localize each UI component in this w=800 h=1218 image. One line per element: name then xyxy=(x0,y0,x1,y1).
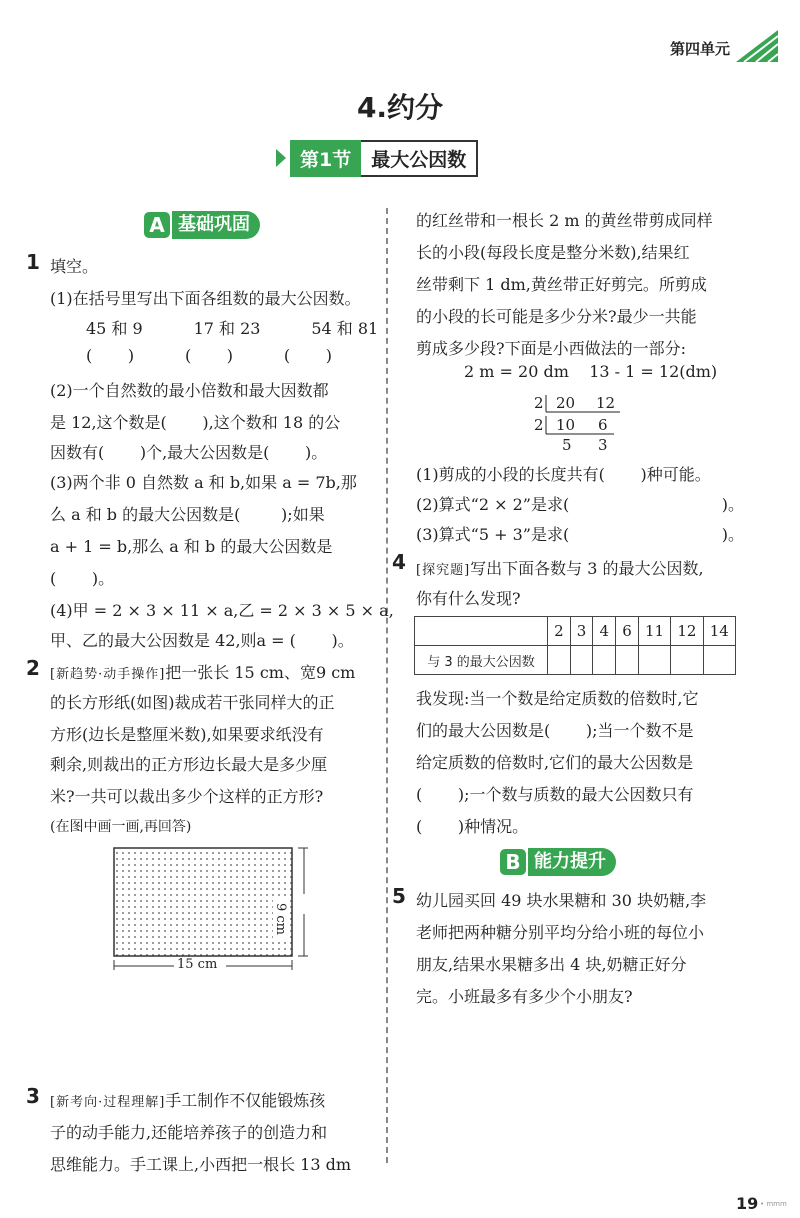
q4-find-line: 们的最大公因数是( );当一个数不是 xyxy=(416,721,694,740)
q3-line: 手工制作不仅能锻炼孩 xyxy=(165,1091,326,1110)
table-row xyxy=(415,646,736,675)
tag-advanced xyxy=(500,848,616,876)
tag-a-text: 基础巩固 xyxy=(172,211,260,239)
q2-line: (在图中画一画,再回答) xyxy=(50,819,192,835)
answer-cell[interactable] xyxy=(616,646,639,675)
q5-line: 幼儿园买回 49 块水果糖和 30 块奶糖,李 xyxy=(416,891,707,910)
q1-line: 甲、乙的最大公因数是 42,则a = ( )。 xyxy=(50,631,354,650)
section-number: 第1节 xyxy=(290,140,361,177)
q3-formula: 2 m = 20 dm 13 - 1 = 12(dm) xyxy=(464,362,718,381)
tag-basic xyxy=(144,211,260,239)
q2-first-line xyxy=(50,660,355,683)
q3-line: 丝带剩下 1 dm,黄丝带正好剪完。所剪成 xyxy=(416,275,707,294)
q3-line: 剪成多少段?下面是小西做法的一部分: xyxy=(416,339,686,358)
division-quotient: 5 xyxy=(562,436,572,454)
q5-line: 完。小班最多有多少个小朋友? xyxy=(416,987,633,1006)
table-header-cell: 11 xyxy=(638,617,670,646)
q4-tag: [探究题] xyxy=(416,563,471,578)
q3-line: 子的动手能力,还能培养孩子的创造力和 xyxy=(50,1123,328,1142)
q1-line: ( )。 xyxy=(50,569,115,588)
q3-sub: (3)算式“5 + 3”是求( )。 xyxy=(416,525,745,544)
q4-line: 写出下面各数与 3 的最大公因数, xyxy=(470,559,704,578)
chapter-title: 4.约分 xyxy=(356,91,444,124)
table-header-cell: 14 xyxy=(703,617,735,646)
q3-line: 思维能力。手工课上,小西把一根长 13 dm xyxy=(50,1155,352,1174)
tag-b-text: 能力提升 xyxy=(528,848,616,876)
q4-find-line: ( )种情况。 xyxy=(416,817,529,836)
tag-b-letter: B xyxy=(500,849,526,875)
answer-cell[interactable] xyxy=(548,646,571,675)
answer-cell[interactable] xyxy=(703,646,735,675)
q3-line: 的小段的长可能是多少分米?最少一共能 xyxy=(416,307,697,326)
q4-find-line: 我发现:当一个数是给定质数的倍数时,它 xyxy=(416,689,699,708)
table-row xyxy=(415,617,736,646)
division-value: 12 xyxy=(596,394,616,412)
section-name: 最大公因数 xyxy=(361,140,478,177)
q1-line: 是 12,这个数是( ),这个数和 18 的公 xyxy=(50,413,341,432)
q1-line: 因数有( )个,最大公因数是( )。 xyxy=(50,443,328,462)
table-header-cell: 6 xyxy=(616,617,639,646)
q1-line: (4)甲 = 2 × 3 × 11 × a,乙 = 2 × 3 × 5 × a, xyxy=(50,601,394,620)
table-row-label: 与 3 的最大公因数 xyxy=(415,646,548,675)
page-mark: • mmm xyxy=(760,1200,787,1208)
question-5-number: 5 xyxy=(392,884,406,908)
column-divider xyxy=(386,208,388,1163)
question-1-title: 填空。 xyxy=(50,257,99,276)
arrow-icon xyxy=(276,149,286,167)
question-3-number: 3 xyxy=(26,1084,40,1108)
q1-line: (2)一个自然数的最小倍数和最大因数都 xyxy=(50,381,329,400)
division-value: 6 xyxy=(598,416,608,434)
q4-find-line: ( );一个数与质数的最大公因数只有 xyxy=(416,785,694,804)
q1-line: a + 1 = b,那么 a 和 b 的最大公因数是 xyxy=(50,537,333,556)
q4-line: 你有什么发现? xyxy=(416,589,521,608)
q5-line: 老师把两种糖分别平均分给小班的每位小 xyxy=(416,923,705,942)
table-corner-cell xyxy=(415,617,548,646)
page-number: 19 xyxy=(736,1194,759,1213)
division-value: 10 xyxy=(556,416,576,434)
q2-line: 方形(边长是整厘米数),如果要求纸没有 xyxy=(50,725,324,744)
q2-line: 把一张长 15 cm、宽9 cm xyxy=(165,663,356,682)
question-1-number: 1 xyxy=(26,250,40,274)
q3-first-line xyxy=(50,1088,325,1111)
tag-a-letter: A xyxy=(144,212,170,238)
q5-line: 朋友,结果水果糖多出 4 块,奶糖正好分 xyxy=(416,955,687,974)
division-value: 20 xyxy=(556,394,576,412)
table-header-cell: 4 xyxy=(593,617,616,646)
q4-first-line xyxy=(416,556,704,579)
question-4-number: 4 xyxy=(392,550,406,574)
height-label: 9 cm xyxy=(273,900,288,938)
division-divisor: 2 xyxy=(534,416,544,434)
q1-line: 45 和 9 17 和 23 54 和 81 xyxy=(86,319,379,338)
q3-tag: [新考向·过程理解] xyxy=(50,1095,166,1110)
unit-label: 第四单元 xyxy=(669,40,730,58)
unit-triangle-icon xyxy=(734,28,784,64)
q2-line: 剩余,则裁出的正方形边长最大是多少厘 xyxy=(50,755,328,774)
q2-line: 的长方形纸(如图)裁成若干张同样大的正 xyxy=(50,693,335,712)
width-label: 15 cm xyxy=(174,957,220,972)
q3-line: 长的小段(每段长度是整分米数),结果红 xyxy=(416,243,690,262)
q1-line: 么 a 和 b 的最大公因数是( );如果 xyxy=(50,505,325,524)
q1-line: ( ) ( ) ( ) xyxy=(86,346,332,365)
q2-tag: [新趋势·动手操作] xyxy=(50,667,166,682)
q3-sub: (1)剪成的小段的长度共有( )种可能。 xyxy=(416,465,711,484)
division-divisor: 2 xyxy=(534,394,544,412)
answer-cell[interactable] xyxy=(671,646,703,675)
answer-cell[interactable] xyxy=(593,646,616,675)
table-header-cell: 12 xyxy=(671,617,703,646)
q3-line: 的红丝带和一根长 2 m 的黄丝带剪成同样 xyxy=(416,211,713,230)
q4-find-line: 给定质数的倍数时,它们的最大公因数是 xyxy=(416,753,694,772)
section-banner xyxy=(276,140,478,176)
gcd-table xyxy=(414,616,736,675)
q1-line: (3)两个非 0 自然数 a 和 b,如果 a = 7b,那 xyxy=(50,473,357,492)
q3-sub: (2)算式“2 × 2”是求( )。 xyxy=(416,495,745,514)
table-header-cell: 2 xyxy=(548,617,571,646)
table-header-cell: 3 xyxy=(570,617,593,646)
answer-cell[interactable] xyxy=(638,646,670,675)
division-quotient: 3 xyxy=(598,436,608,454)
dotted-grid-figure xyxy=(108,844,323,974)
q1-line: (1)在括号里写出下面各组数的最大公因数。 xyxy=(50,289,361,308)
question-2-number: 2 xyxy=(26,656,40,680)
answer-cell[interactable] xyxy=(570,646,593,675)
q2-line: 米?一共可以裁出多少个这样的正方形? xyxy=(50,787,324,806)
